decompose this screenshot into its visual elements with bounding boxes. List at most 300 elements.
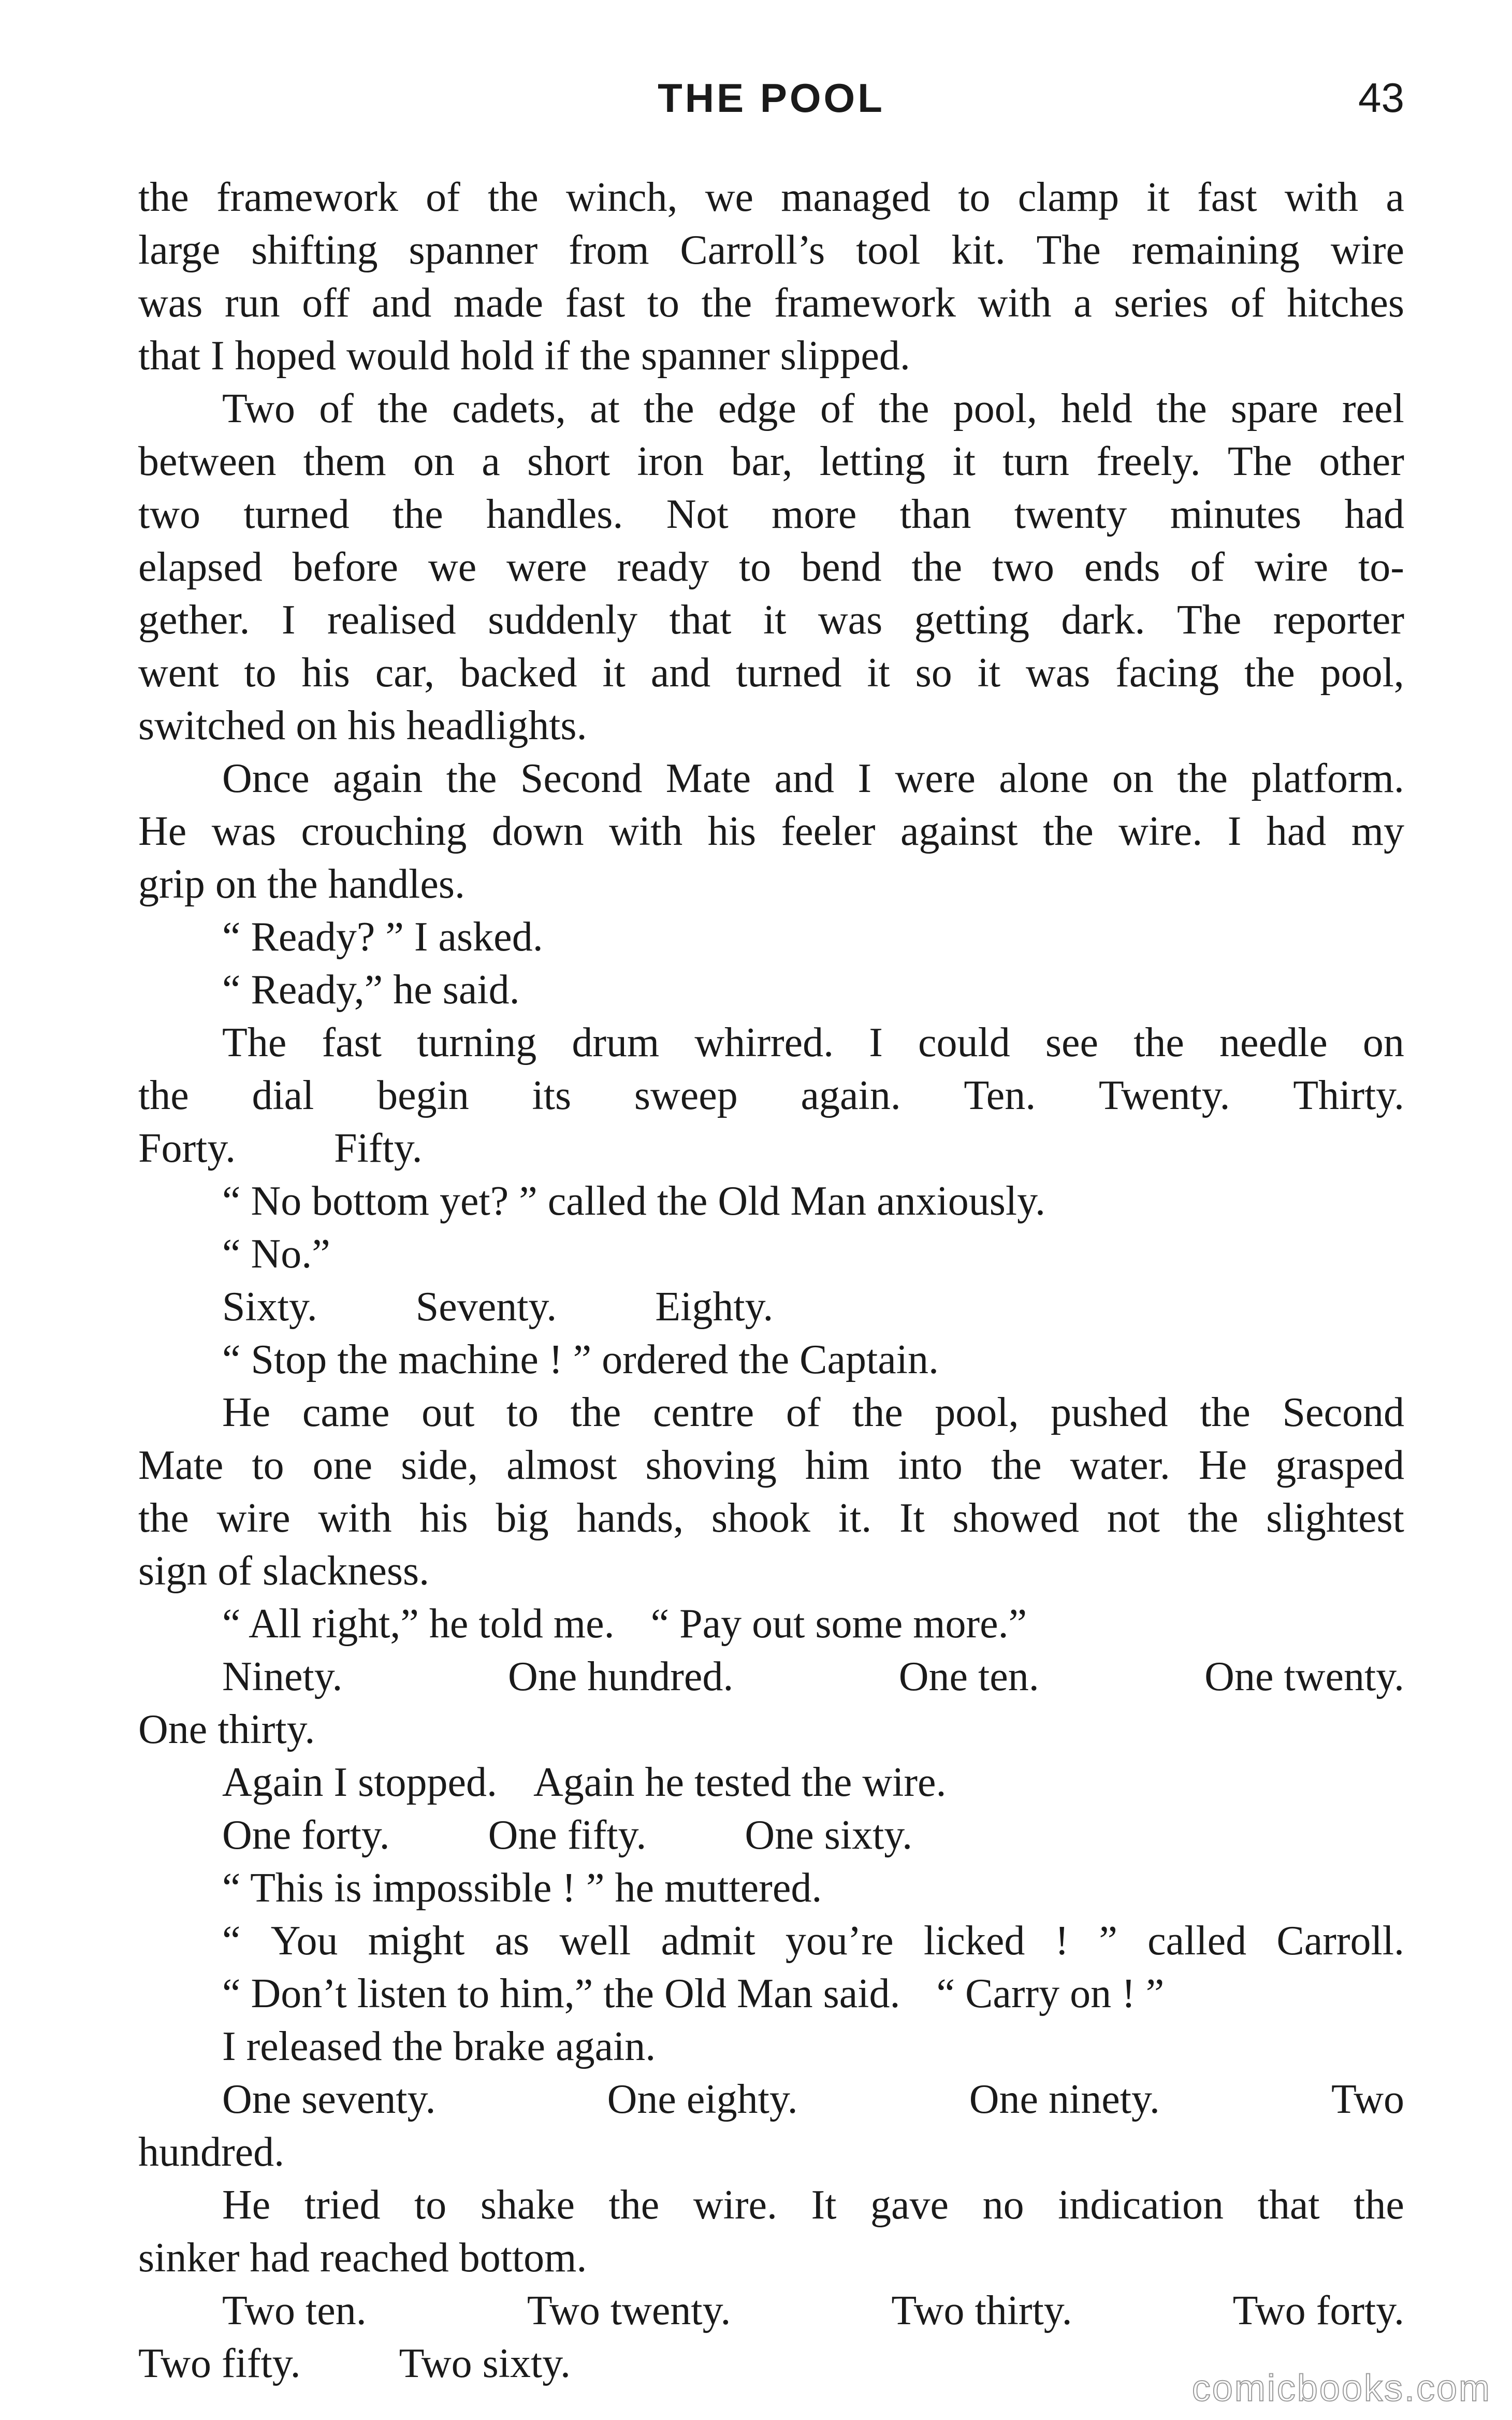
- word: a: [1073, 280, 1092, 326]
- text-line: [138, 329, 1404, 382]
- word: switched on his headlights.: [138, 703, 587, 748]
- word: had: [1266, 809, 1327, 854]
- word: whirred.: [694, 1020, 834, 1065]
- word: of: [1190, 544, 1225, 590]
- word: with: [978, 280, 1052, 326]
- word: Seventy.: [415, 1284, 557, 1330]
- text-line: [138, 1069, 1404, 1122]
- word: hands,: [576, 1495, 684, 1541]
- word: It: [811, 2182, 837, 2228]
- word: ends: [1084, 544, 1160, 590]
- text-line: [138, 594, 1404, 646]
- word: the: [570, 1390, 621, 1435]
- word: The: [1227, 439, 1292, 484]
- word: off: [302, 280, 350, 326]
- word: Ninety.: [222, 1654, 343, 1699]
- word: the: [1187, 1495, 1239, 1541]
- text-line: [138, 858, 1404, 911]
- word: on: [1362, 1020, 1404, 1065]
- word: two: [992, 544, 1055, 590]
- word: I released the brake again.: [222, 2024, 656, 2069]
- word: of: [319, 386, 354, 431]
- word: Twenty.: [1098, 1073, 1230, 1118]
- word: and: [371, 280, 432, 326]
- word: of: [786, 1390, 821, 1435]
- word: The: [1177, 597, 1242, 643]
- word: turning: [417, 1020, 537, 1065]
- text-line: [138, 2020, 1404, 2073]
- word: Second: [520, 756, 643, 801]
- text-line: [138, 488, 1404, 541]
- text-line: [138, 1280, 1404, 1333]
- text-line: [138, 2073, 1404, 2126]
- word: Not: [666, 492, 729, 537]
- word: iron: [637, 439, 704, 484]
- text-line: [138, 224, 1404, 277]
- text-line: [138, 1597, 1404, 1650]
- word: I: [869, 1020, 883, 1065]
- word: framework: [216, 175, 398, 220]
- word: from: [569, 227, 649, 273]
- word: sweep: [634, 1073, 738, 1118]
- word: big: [496, 1495, 549, 1541]
- text-line: [138, 1914, 1404, 1967]
- word: I: [1227, 809, 1242, 854]
- word: were: [506, 544, 587, 590]
- text-line: [138, 1809, 1404, 1862]
- body-text: [138, 171, 1404, 2390]
- text-line: [138, 1439, 1404, 1492]
- word: came: [302, 1390, 390, 1435]
- word: large: [138, 227, 221, 273]
- word: pushed: [1051, 1390, 1168, 1435]
- word: Two sixty.: [399, 2341, 571, 2386]
- word: the: [1156, 386, 1207, 431]
- word: shifting: [251, 227, 378, 273]
- word: “: [222, 1918, 241, 1964]
- word: wire: [1254, 544, 1329, 590]
- word: begin: [377, 1073, 469, 1118]
- word: Two: [222, 386, 296, 431]
- word: Sixty.: [222, 1284, 317, 1330]
- word: the: [138, 1073, 189, 1118]
- word: my: [1351, 809, 1404, 854]
- text-line: [138, 2231, 1404, 2284]
- word: the: [138, 175, 189, 220]
- word: The: [222, 1020, 287, 1065]
- word: the: [991, 1443, 1042, 1488]
- word: wire.: [1118, 809, 1203, 854]
- word: minutes: [1170, 492, 1302, 537]
- word: the: [138, 1495, 189, 1541]
- word: spare: [1230, 386, 1318, 431]
- word: with: [318, 1495, 392, 1541]
- text-line: [138, 1333, 1404, 1386]
- word: showed: [952, 1495, 1079, 1541]
- page-number: 43: [1358, 75, 1404, 121]
- text-line: [138, 1650, 1404, 1703]
- word: backed: [460, 650, 577, 696]
- word: framework: [774, 280, 956, 326]
- text-line: [138, 1967, 1404, 2020]
- word: facing: [1115, 650, 1219, 696]
- word: “ Don’t listen to him,” the Old Man said.: [222, 1971, 900, 2016]
- word: turned: [243, 492, 350, 537]
- word: called: [1147, 1918, 1247, 1964]
- word: no: [982, 2182, 1024, 2228]
- word: with: [609, 809, 683, 854]
- word: against: [900, 809, 1018, 854]
- word: “ Ready? ” I asked.: [222, 914, 543, 960]
- word: !: [1055, 1918, 1069, 1964]
- word: side,: [401, 1443, 478, 1488]
- word: a: [482, 439, 500, 484]
- text-line: [138, 1016, 1404, 1069]
- word: Two: [1331, 2077, 1404, 2122]
- word: the: [911, 544, 963, 590]
- word: Fifty.: [334, 1126, 423, 1171]
- word: almost: [506, 1443, 617, 1488]
- text-line: [138, 963, 1404, 1016]
- word: elapsed: [138, 544, 263, 590]
- word: I: [857, 756, 872, 801]
- word: to: [738, 544, 772, 590]
- word: well: [559, 1918, 631, 1964]
- word: before: [292, 544, 399, 590]
- word: made: [453, 280, 544, 326]
- text-line: [138, 1386, 1404, 1439]
- word: One seventy.: [222, 2077, 436, 2122]
- word: fast: [322, 1020, 382, 1065]
- word: freely.: [1096, 439, 1201, 484]
- word: shook: [711, 1495, 810, 1541]
- text-line: [138, 1756, 1404, 1809]
- word: gether.: [138, 597, 250, 643]
- word: He: [1198, 1443, 1247, 1488]
- word: it: [1146, 175, 1170, 220]
- word: one: [312, 1443, 373, 1488]
- text-line: [138, 1545, 1404, 1597]
- word: Thirty.: [1293, 1073, 1404, 1118]
- word: them: [303, 439, 386, 484]
- word: dial: [252, 1073, 314, 1118]
- word: the: [878, 386, 929, 431]
- word: the: [608, 2182, 660, 2228]
- word: him: [805, 1443, 870, 1488]
- word: that: [1257, 2182, 1320, 2228]
- text-line: [138, 805, 1404, 858]
- word: was: [1025, 650, 1091, 696]
- word: “ No.”: [222, 1231, 330, 1277]
- word: series: [1114, 280, 1209, 326]
- watermark: comicbooks.com: [1191, 2368, 1491, 2409]
- word: Carroll’s: [680, 227, 825, 273]
- word: more: [772, 492, 857, 537]
- word: reel: [1342, 386, 1404, 431]
- word: pool,: [953, 386, 1037, 431]
- word: on: [1112, 756, 1154, 801]
- word: it: [952, 439, 976, 484]
- word: winch,: [565, 175, 678, 220]
- text-line: [138, 2179, 1404, 2231]
- word: getting: [914, 597, 1029, 643]
- word: shake: [480, 2182, 575, 2228]
- word: fast: [565, 280, 626, 326]
- word: between: [138, 439, 277, 484]
- word: of: [1230, 280, 1265, 326]
- word: Two forty.: [1232, 2288, 1404, 2333]
- word: It: [899, 1495, 925, 1541]
- text-line: [138, 1175, 1404, 1228]
- word: Once: [222, 756, 310, 801]
- word: platform.: [1251, 756, 1404, 801]
- word: was: [211, 809, 277, 854]
- word: “ This is impossible ! ” he muttered.: [222, 1865, 822, 1911]
- word: we: [428, 544, 477, 590]
- word: gave: [870, 2182, 949, 2228]
- word: “ No bottom yet? ” called the Old Man anxiously.: [222, 1178, 1045, 1224]
- word: of: [820, 386, 855, 431]
- word: were: [895, 756, 976, 801]
- word: One thirty.: [138, 1707, 315, 1752]
- word: down: [491, 809, 584, 854]
- word: tool: [856, 227, 921, 273]
- word: at: [590, 386, 620, 431]
- word: again.: [801, 1073, 901, 1118]
- word: to: [647, 280, 679, 326]
- word: alone: [999, 756, 1089, 801]
- word: edge: [718, 386, 796, 431]
- word: it: [867, 650, 890, 696]
- word: bar,: [731, 439, 793, 484]
- word: licked: [923, 1918, 1025, 1964]
- word: ready: [617, 544, 709, 590]
- word: we: [705, 175, 754, 220]
- word: indication: [1058, 2182, 1224, 2228]
- word: handles.: [486, 492, 623, 537]
- word: the: [488, 175, 539, 220]
- word: needle: [1219, 1020, 1328, 1065]
- word: and: [774, 756, 835, 801]
- word: drum: [572, 1020, 660, 1065]
- text-line: [138, 1862, 1404, 1914]
- word: One sixty.: [745, 1812, 913, 1858]
- word: One twenty.: [1204, 1654, 1404, 1699]
- word: not: [1107, 1495, 1160, 1541]
- word: Two thirty.: [891, 2288, 1072, 2333]
- text-line: [138, 646, 1404, 699]
- word: to: [252, 1443, 284, 1488]
- page-header: [138, 67, 1404, 129]
- word: sinker had reached bottom.: [138, 2235, 587, 2281]
- text-line: [138, 911, 1404, 963]
- word: One fifty.: [488, 1812, 647, 1858]
- word: shoving: [645, 1443, 777, 1488]
- word: Mate: [665, 756, 751, 801]
- word: it: [602, 650, 626, 696]
- word: Second: [1282, 1390, 1404, 1435]
- word: grip on the handles.: [138, 861, 465, 907]
- word: bend: [801, 544, 882, 590]
- word: car,: [375, 650, 435, 696]
- word: grasped: [1275, 1443, 1404, 1488]
- word: Two fifty.: [138, 2341, 301, 2386]
- word: turned: [736, 650, 842, 696]
- word: letting: [819, 439, 926, 484]
- word: held: [1061, 386, 1132, 431]
- word: to: [958, 175, 991, 220]
- word: slightest: [1266, 1495, 1404, 1541]
- word: He: [138, 809, 187, 854]
- word: the: [1200, 1390, 1251, 1435]
- word: it: [763, 597, 787, 643]
- word: The: [1036, 227, 1101, 273]
- word: went: [138, 650, 219, 696]
- word: the: [446, 756, 497, 801]
- word: pool,: [1320, 650, 1404, 696]
- word: had: [1344, 492, 1404, 537]
- word: One forty.: [222, 1812, 390, 1858]
- word: pool,: [935, 1390, 1019, 1435]
- text-line: [138, 1703, 1404, 1756]
- text-line: [138, 1228, 1404, 1280]
- word: other: [1319, 439, 1404, 484]
- word: clamp: [1017, 175, 1120, 220]
- word: it.: [838, 1495, 872, 1541]
- text-line: [138, 277, 1404, 329]
- text-line: [138, 752, 1404, 805]
- text-line: [138, 382, 1404, 435]
- word: the: [701, 280, 752, 326]
- word: the: [392, 492, 443, 537]
- word: to: [506, 1390, 539, 1435]
- word: the: [643, 386, 694, 431]
- word: than: [899, 492, 971, 537]
- word: the: [852, 1390, 903, 1435]
- word: Eighty.: [655, 1284, 774, 1330]
- text-line: [138, 171, 1404, 224]
- word: a: [1386, 175, 1404, 220]
- word: the: [1244, 650, 1295, 696]
- word: “ All right,” he told me.: [222, 1601, 615, 1647]
- word: He: [222, 2182, 271, 2228]
- word: was: [818, 597, 883, 643]
- word: to-: [1358, 544, 1404, 590]
- word: wire: [216, 1495, 290, 1541]
- word: dark.: [1061, 597, 1145, 643]
- word: and: [650, 650, 711, 696]
- word: see: [1045, 1020, 1099, 1065]
- word: remaining: [1131, 227, 1300, 273]
- word: He: [222, 1390, 271, 1435]
- word: One hundred.: [507, 1654, 734, 1699]
- word: “ Carry on ! ”: [936, 1971, 1165, 2016]
- word: the: [1133, 1020, 1184, 1065]
- word: Carroll.: [1276, 1918, 1404, 1964]
- word: managed: [781, 175, 931, 220]
- word: out: [421, 1390, 475, 1435]
- text-line: [138, 2126, 1404, 2179]
- text-line: [138, 699, 1404, 752]
- word: to: [244, 650, 277, 696]
- word: spanner: [409, 227, 538, 273]
- word: wire.: [693, 2182, 777, 2228]
- word: One ninety.: [969, 2077, 1160, 2122]
- word: as: [495, 1918, 530, 1964]
- word: wire: [1330, 227, 1404, 273]
- running-title: THE POOL: [658, 75, 885, 121]
- word: so: [915, 650, 952, 696]
- word: feeler: [781, 809, 876, 854]
- word: its: [532, 1073, 572, 1118]
- word: of: [426, 175, 460, 220]
- word: crouching: [301, 809, 467, 854]
- word: kit.: [951, 227, 1006, 273]
- word: “ Ready,” he said.: [222, 967, 520, 1013]
- word: realised: [327, 597, 456, 643]
- word: into: [898, 1443, 963, 1488]
- word: with: [1284, 175, 1359, 220]
- word: on: [413, 439, 455, 484]
- text-line: [138, 1122, 1404, 1175]
- word: was: [138, 280, 203, 326]
- word: “ Pay out some more.”: [650, 1601, 1027, 1647]
- word: admit: [661, 1918, 755, 1964]
- word: Again he tested the wire.: [533, 1760, 947, 1805]
- word: the: [1354, 2182, 1404, 2228]
- word: cadets,: [452, 386, 566, 431]
- text-line: [138, 435, 1404, 488]
- word: turn: [1002, 439, 1069, 484]
- word: short: [527, 439, 610, 484]
- word: Forty.: [138, 1126, 236, 1171]
- word: Two ten.: [222, 2288, 367, 2333]
- word: the: [377, 386, 428, 431]
- word: ”: [1099, 1918, 1117, 1964]
- word: you’re: [785, 1918, 894, 1964]
- word: two: [138, 492, 200, 537]
- word: You: [270, 1918, 338, 1964]
- word: again: [333, 756, 423, 801]
- word: One ten.: [898, 1654, 1039, 1699]
- word: to: [414, 2182, 447, 2228]
- word: One eighty.: [607, 2077, 798, 2122]
- word: Two twenty.: [527, 2288, 731, 2333]
- word: twenty: [1014, 492, 1127, 537]
- word: hitches: [1287, 280, 1404, 326]
- word: water.: [1070, 1443, 1170, 1488]
- word: his: [419, 1495, 468, 1541]
- word: the: [1177, 756, 1228, 801]
- word: that: [669, 597, 732, 643]
- word: sign of slackness.: [138, 1548, 430, 1594]
- word: might: [368, 1918, 465, 1964]
- word: that I hoped would hold if the spanner slipped.: [138, 333, 910, 379]
- word: centre: [652, 1390, 754, 1435]
- word: fast: [1197, 175, 1257, 220]
- word: suddenly: [488, 597, 638, 643]
- word: reporter: [1273, 597, 1404, 643]
- text-line: [138, 541, 1404, 594]
- word: hundred.: [138, 2129, 285, 2175]
- word: Mate: [138, 1443, 224, 1488]
- word: run: [225, 280, 280, 326]
- word: Ten.: [964, 1073, 1036, 1118]
- word: tried: [304, 2182, 381, 2228]
- word: could: [918, 1020, 1010, 1065]
- word: it: [977, 650, 1001, 696]
- text-line: [138, 1492, 1404, 1545]
